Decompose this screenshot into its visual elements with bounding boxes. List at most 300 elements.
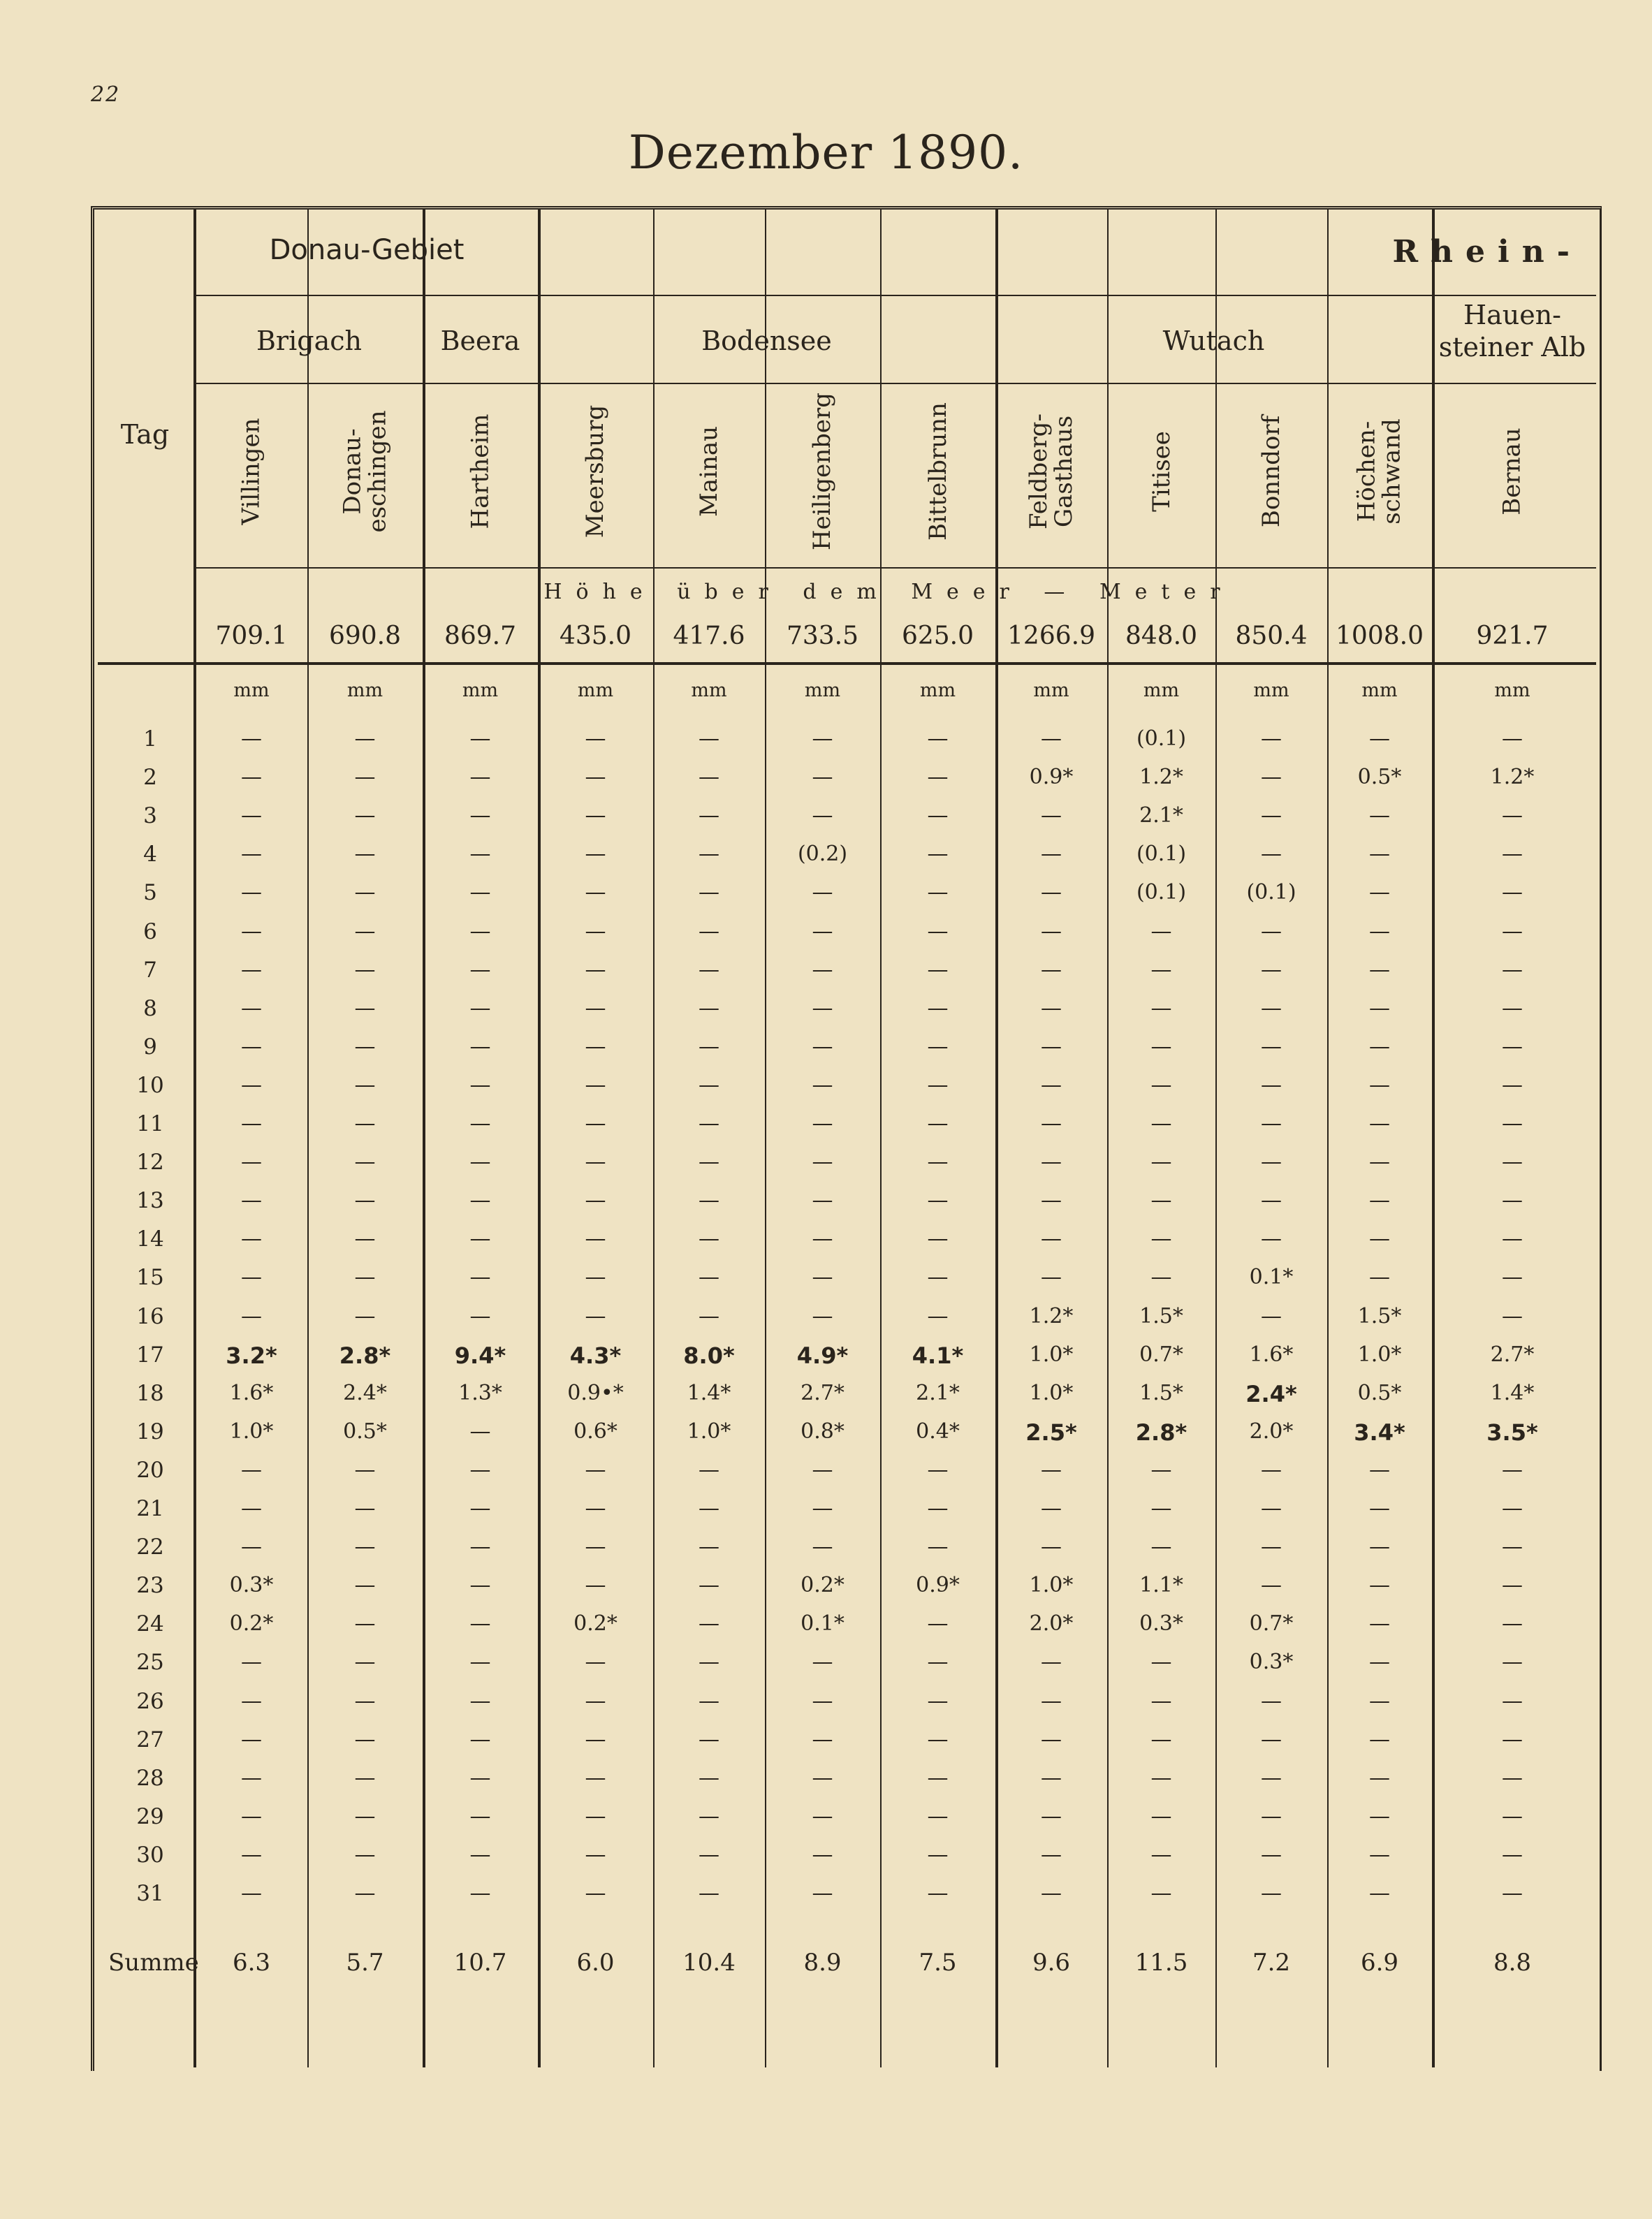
subgroup-brigach: Brigach [256, 325, 362, 356]
precipitation-value: — [1369, 919, 1390, 944]
precipitation-value: 1.2* [1139, 765, 1183, 789]
precipitation-value: — [1369, 803, 1390, 828]
precipitation-value: — [585, 803, 606, 828]
precipitation-value: — [585, 880, 606, 905]
station-altitude: 1008.0 [1336, 622, 1424, 650]
station-name: Höchen- schwand [1353, 418, 1406, 525]
station-name: Bernau [1498, 427, 1526, 515]
unit-label: mm [346, 680, 383, 701]
precipitation-value: — [1150, 1535, 1172, 1559]
subgroup-hauensteiner-alb: Hauen- steiner Alb [1438, 300, 1586, 362]
precipitation-value: — [812, 1843, 833, 1867]
precipitation-value: — [469, 1727, 491, 1752]
precipitation-value: — [1041, 1034, 1062, 1059]
precipitation-value: — [1502, 1573, 1523, 1597]
summe-value: 10.7 [453, 1949, 507, 1977]
precipitation-value: — [927, 958, 949, 982]
precipitation-value: — [1041, 1496, 1062, 1521]
precipitation-value: — [1150, 1458, 1172, 1482]
precipitation-value: — [354, 1188, 376, 1213]
precipitation-value: — [927, 842, 949, 866]
precipitation-value: — [699, 1766, 719, 1790]
day-number: 21 [136, 1496, 164, 1521]
day-number: 23 [136, 1573, 164, 1598]
day-number: 28 [136, 1766, 164, 1791]
day-number: 30 [136, 1843, 164, 1868]
precipitation-value: — [1502, 1226, 1523, 1251]
precipitation-value: — [1502, 1881, 1523, 1905]
precipitation-value: — [1502, 1766, 1523, 1790]
subgroup-wutach: Wutach [1162, 325, 1265, 356]
precipitation-value: 2.4* [343, 1381, 387, 1405]
station-name: Bonndorf [1257, 415, 1286, 528]
precipitation-value: — [1041, 726, 1062, 751]
station-name: Meersburg [581, 404, 610, 539]
precipitation-value: — [699, 803, 719, 828]
precipitation-value: — [241, 1496, 262, 1521]
precipitation-value: — [1261, 726, 1282, 751]
precipitation-value: — [585, 996, 606, 1020]
precipitation-value: — [1502, 1804, 1523, 1829]
precipitation-value: — [927, 1073, 949, 1097]
precipitation-value: — [1150, 1265, 1172, 1289]
precipitation-value: 0.2* [573, 1611, 617, 1636]
precipitation-value: — [699, 1843, 719, 1867]
precipitation-value: — [812, 1304, 833, 1328]
precipitation-value: — [1369, 1034, 1390, 1059]
precipitation-value: — [1369, 1881, 1390, 1905]
precipitation-value: — [1369, 842, 1390, 866]
precipitation-value: — [469, 1265, 491, 1289]
summe-label: Summe [108, 1949, 199, 1977]
precipitation-value: — [1502, 1265, 1523, 1289]
precipitation-value: — [354, 880, 376, 905]
precipitation-value: (0.2) [797, 842, 848, 866]
precipitation-value: 0.3* [229, 1573, 274, 1597]
precipitation-value: — [927, 1727, 949, 1752]
day-number: 2 [143, 765, 157, 790]
precipitation-value: — [469, 1573, 491, 1597]
precipitation-value: — [812, 1496, 833, 1521]
precipitation-value: — [1041, 958, 1062, 982]
precipitation-value: 0.1* [801, 1611, 845, 1636]
precipitation-value: — [812, 1535, 833, 1559]
precipitation-value: — [585, 1265, 606, 1289]
precipitation-value: — [469, 1111, 491, 1136]
unit-label: mm [1143, 680, 1180, 701]
precipitation-value: — [1502, 1689, 1523, 1713]
precipitation-value: — [1150, 1188, 1172, 1213]
precipitation-value: — [1502, 1496, 1523, 1521]
day-number: 17 [136, 1342, 164, 1368]
precipitation-value: — [354, 1111, 376, 1136]
precipitation-value: — [241, 1226, 262, 1251]
precipitation-value: — [1041, 1111, 1062, 1136]
precipitation-value: — [585, 1458, 606, 1482]
precipitation-value: 3.4* [1354, 1419, 1405, 1446]
precipitation-value: — [812, 880, 833, 905]
precipitation-value: — [1041, 1727, 1062, 1752]
day-number: 6 [143, 919, 157, 944]
station-name-rule [196, 567, 1596, 569]
precipitation-value: — [241, 1111, 262, 1136]
precipitation-value: — [1369, 1573, 1390, 1597]
precipitation-value: — [927, 726, 949, 751]
precipitation-value: — [1369, 1265, 1390, 1289]
precipitation-value: — [354, 726, 376, 751]
precipitation-value: — [1502, 1458, 1523, 1482]
precipitation-value: (0.1) [1136, 842, 1187, 866]
precipitation-value: — [1261, 1689, 1282, 1713]
precipitation-value: — [699, 1150, 719, 1174]
summe-value: 11.5 [1134, 1949, 1188, 1977]
precipitation-value: — [1261, 1111, 1282, 1136]
precipitation-value: — [927, 1843, 949, 1867]
precipitation-value: — [1261, 1804, 1282, 1829]
precipitation-value: — [927, 1535, 949, 1559]
precipitation-value: — [354, 1458, 376, 1482]
precipitation-value: — [1369, 1611, 1390, 1636]
precipitation-value: — [1502, 803, 1523, 828]
precipitation-value: — [699, 1226, 719, 1251]
precipitation-value: (0.1) [1246, 880, 1296, 905]
day-number: 25 [136, 1650, 164, 1675]
unit-label: mm [919, 680, 956, 701]
precipitation-value: — [1261, 1304, 1282, 1328]
precipitation-value: — [585, 1843, 606, 1867]
precipitation-value: 0.9•* [567, 1381, 624, 1405]
precipitation-value: — [1150, 919, 1172, 944]
precipitation-value: — [1261, 1034, 1282, 1059]
precipitation-value: — [1261, 1073, 1282, 1097]
precipitation-value: — [469, 803, 491, 828]
precipitation-value: — [1041, 1689, 1062, 1713]
unit-label: mm [462, 680, 499, 701]
precipitation-value: — [354, 1304, 376, 1328]
tag-column-header: Tag [120, 419, 170, 450]
precipitation-value: — [469, 1766, 491, 1790]
precipitation-value: — [699, 726, 719, 751]
precipitation-value: — [1502, 726, 1523, 751]
precipitation-value: — [1261, 958, 1282, 982]
precipitation-value: — [469, 1226, 491, 1251]
precipitation-value: — [469, 1419, 491, 1444]
precipitation-value: 1.4* [1490, 1381, 1535, 1405]
precipitation-value: — [1041, 1535, 1062, 1559]
precipitation-value: — [585, 842, 606, 866]
precipitation-value: — [1369, 996, 1390, 1020]
precipitation-value: — [699, 1650, 719, 1674]
precipitation-value: — [469, 880, 491, 905]
precipitation-value: — [354, 842, 376, 866]
precipitation-value: — [1150, 1766, 1172, 1790]
precipitation-value: 2.8* [1135, 1419, 1187, 1446]
page-number: 22 [91, 82, 121, 107]
precipitation-value: — [1150, 1150, 1172, 1174]
precipitation-value: — [469, 1881, 491, 1905]
precipitation-value: — [927, 1188, 949, 1213]
precipitation-value: — [1369, 1843, 1390, 1867]
precipitation-value: — [927, 1226, 949, 1251]
precipitation-value: — [241, 1073, 262, 1097]
precipitation-value: — [699, 996, 719, 1020]
precipitation-value: — [1041, 1766, 1062, 1790]
precipitation-value: — [354, 1226, 376, 1251]
precipitation-value: — [241, 1804, 262, 1829]
summe-value: 8.8 [1493, 1949, 1532, 1977]
precipitation-value: — [927, 1611, 949, 1636]
precipitation-value: 1.0* [229, 1419, 274, 1444]
day-number: 27 [136, 1727, 164, 1752]
precipitation-value: — [1150, 1034, 1172, 1059]
summe-value: 7.5 [919, 1949, 957, 1977]
station-altitude: 690.8 [328, 622, 402, 650]
precipitation-value: — [699, 1535, 719, 1559]
precipitation-value: — [469, 726, 491, 751]
day-number: 29 [136, 1804, 164, 1829]
precipitation-value: — [1041, 1843, 1062, 1867]
station-name: Bittelbrunn [923, 402, 952, 541]
precipitation-value: — [1041, 1073, 1062, 1097]
precipitation-value: — [241, 919, 262, 944]
precipitation-value: 3.5* [1486, 1419, 1538, 1446]
summe-value: 9.6 [1032, 1949, 1071, 1977]
precipitation-value: — [812, 996, 833, 1020]
precipitation-value: — [1041, 919, 1062, 944]
precipitation-value: 1.0* [1029, 1573, 1074, 1597]
precipitation-value: — [241, 1188, 262, 1213]
precipitation-value: — [1369, 726, 1390, 751]
summe-value: 5.7 [346, 1949, 384, 1977]
precipitation-value: — [241, 1650, 262, 1674]
precipitation-value: — [1261, 765, 1282, 789]
precipitation-value: (0.1) [1136, 726, 1187, 751]
precipitation-value: — [241, 958, 262, 982]
precipitation-value: 4.1* [912, 1342, 964, 1369]
precipitation-value: — [927, 919, 949, 944]
precipitation-value: — [1041, 1804, 1062, 1829]
hoehe-ueber-meer-label: Höhe über dem Meer — Meter [543, 580, 1234, 604]
subgroup-bodensee: Bodensee [701, 325, 832, 356]
summe-value: 6.9 [1360, 1949, 1399, 1977]
precipitation-value: — [699, 880, 719, 905]
precipitation-value: 0.1* [1249, 1265, 1294, 1289]
header-bottom-rule [98, 662, 1596, 665]
precipitation-value: 0.3* [1139, 1611, 1183, 1636]
station-name: Feldberg- Gasthaus [1025, 413, 1079, 529]
precipitation-value: — [1502, 1535, 1523, 1559]
precipitation-value: — [927, 1650, 949, 1674]
precipitation-value: 1.6* [229, 1381, 274, 1405]
day-number: 7 [143, 958, 157, 983]
precipitation-value: — [1041, 996, 1062, 1020]
precipitation-value: 1.5* [1139, 1304, 1183, 1328]
precipitation-value: — [354, 1573, 376, 1597]
precipitation-value: — [1369, 1111, 1390, 1136]
donau-gebiet-header: Donau-Gebiet [269, 234, 465, 266]
precipitation-value: — [699, 1689, 719, 1713]
precipitation-value: — [469, 765, 491, 789]
precipitation-value: — [927, 996, 949, 1020]
precipitation-value: — [585, 1496, 606, 1521]
precipitation-value: — [1261, 1766, 1282, 1790]
precipitation-value: — [699, 1573, 719, 1597]
precipitation-value: — [1150, 1650, 1172, 1674]
precipitation-value: — [1502, 1727, 1523, 1752]
precipitation-value: — [1369, 1458, 1390, 1482]
precipitation-value: 3.2* [226, 1342, 277, 1369]
precipitation-value: — [241, 1535, 262, 1559]
precipitation-value: — [469, 919, 491, 944]
precipitation-value: 0.6* [573, 1419, 617, 1444]
precipitation-value: — [585, 1188, 606, 1213]
precipitation-value: — [1150, 1226, 1172, 1251]
day-number: 26 [136, 1689, 164, 1714]
station-altitude: 1266.9 [1007, 622, 1095, 650]
day-number: 16 [136, 1304, 164, 1329]
precipitation-value: 2.8* [339, 1342, 391, 1369]
precipitation-value: — [241, 1304, 262, 1328]
station-altitude: 417.6 [673, 622, 745, 650]
station-altitude: 435.0 [559, 622, 632, 650]
precipitation-value: — [469, 1689, 491, 1713]
precipitation-value: — [354, 1804, 376, 1829]
precipitation-value: — [469, 1843, 491, 1867]
precipitation-value: — [1502, 1150, 1523, 1174]
day-number: 31 [136, 1881, 164, 1906]
precipitation-value: — [585, 1727, 606, 1752]
station-name: Heiligenberg [808, 392, 837, 551]
precipitation-value: — [354, 996, 376, 1020]
rhein-header: Rhein- [1392, 234, 1582, 270]
precipitation-value: 1.5* [1357, 1304, 1402, 1328]
precipitation-value: 0.7* [1249, 1611, 1294, 1636]
precipitation-value: 1.2* [1029, 1304, 1074, 1328]
precipitation-value: — [469, 1496, 491, 1521]
station-altitude: 848.0 [1125, 622, 1198, 650]
precipitation-value: — [585, 1535, 606, 1559]
precipitation-value: — [812, 726, 833, 751]
precipitation-value: — [812, 1226, 833, 1251]
precipitation-value: — [1261, 1226, 1282, 1251]
precipitation-value: — [241, 996, 262, 1020]
precipitation-value: — [469, 996, 491, 1020]
precipitation-value: — [1502, 919, 1523, 944]
station-name: Titisee [1147, 431, 1176, 512]
day-number: 11 [136, 1111, 164, 1136]
precipitation-value: 1.0* [687, 1419, 731, 1444]
precipitation-value: — [927, 1111, 949, 1136]
precipitation-value: — [1369, 880, 1390, 905]
precipitation-value: — [469, 842, 491, 866]
unit-label: mm [233, 680, 270, 701]
precipitation-value: — [699, 1804, 719, 1829]
precipitation-value: — [354, 1034, 376, 1059]
precipitation-value: — [241, 880, 262, 905]
precipitation-value: — [1369, 958, 1390, 982]
precipitation-value: — [241, 1881, 262, 1905]
precipitation-value: — [1502, 1188, 1523, 1213]
precipitation-value: — [812, 958, 833, 982]
station-altitude: 709.1 [215, 622, 288, 650]
precipitation-value: — [1502, 1650, 1523, 1674]
precipitation-value: — [812, 1881, 833, 1905]
precipitation-value: — [927, 1265, 949, 1289]
precipitation-value: 1.3* [458, 1381, 502, 1405]
precipitation-value: — [241, 1689, 262, 1713]
precipitation-value: — [1369, 1188, 1390, 1213]
precipitation-value: — [1041, 842, 1062, 866]
precipitation-value: — [1041, 1881, 1062, 1905]
precipitation-value: — [699, 1727, 719, 1752]
precipitation-value: — [1369, 1766, 1390, 1790]
precipitation-value: — [1261, 996, 1282, 1020]
precipitation-value: — [1502, 842, 1523, 866]
day-number: 12 [136, 1150, 164, 1175]
precipitation-value: — [241, 1265, 262, 1289]
precipitation-value: 1.0* [1029, 1342, 1074, 1367]
precipitation-value: 2.0* [1249, 1419, 1294, 1444]
station-name: Donau- eschingen [338, 410, 392, 533]
precipitation-value: 1.1* [1139, 1573, 1183, 1597]
precipitation-value: — [927, 1766, 949, 1790]
day-number: 8 [143, 996, 157, 1021]
precipitation-value: — [1041, 1188, 1062, 1213]
precipitation-value: — [1150, 1689, 1172, 1713]
precipitation-value: — [812, 1150, 833, 1174]
precipitation-value: — [1502, 1034, 1523, 1059]
precipitation-value: — [1261, 1727, 1282, 1752]
precipitation-value: — [1261, 1881, 1282, 1905]
precipitation-value: — [1041, 880, 1062, 905]
precipitation-value: — [469, 1304, 491, 1328]
unit-label: mm [1361, 680, 1398, 701]
precipitation-value: — [699, 1304, 719, 1328]
subgroup-beera: Beera [440, 325, 520, 356]
precipitation-value: — [927, 880, 949, 905]
station-name: Villingen [237, 418, 265, 525]
precipitation-value: — [585, 1766, 606, 1790]
unit-label: mm [691, 680, 727, 701]
precipitation-value: 2.5* [1025, 1419, 1077, 1446]
precipitation-value: — [1150, 1496, 1172, 1521]
precipitation-value: 8.0* [683, 1342, 735, 1369]
precipitation-value: — [585, 1804, 606, 1829]
precipitation-value: — [1502, 1073, 1523, 1097]
precipitation-value: — [812, 1650, 833, 1674]
precipitation-value: 4.3* [569, 1342, 622, 1369]
precipitation-value: — [1502, 958, 1523, 982]
day-number: 4 [143, 842, 157, 867]
precipitation-value: 2.7* [1490, 1342, 1535, 1367]
precipitation-value: — [1150, 958, 1172, 982]
precipitation-value: — [699, 919, 719, 944]
precipitation-value: — [1502, 996, 1523, 1020]
summe-value: 6.3 [232, 1949, 271, 1977]
precipitation-value: — [469, 1458, 491, 1482]
precipitation-value: — [585, 1150, 606, 1174]
precipitation-value: 1.6* [1249, 1342, 1294, 1367]
precipitation-value: — [469, 1611, 491, 1636]
summe-value: 10.4 [682, 1949, 736, 1977]
precipitation-value: 0.5* [1357, 1381, 1402, 1405]
precipitation-value: 0.3* [1249, 1650, 1294, 1674]
precipitation-value: — [1369, 1073, 1390, 1097]
precipitation-value: — [927, 803, 949, 828]
precipitation-value: 1.0* [1029, 1381, 1074, 1405]
precipitation-value: — [469, 1150, 491, 1174]
precipitation-value: 0.2* [229, 1611, 274, 1636]
